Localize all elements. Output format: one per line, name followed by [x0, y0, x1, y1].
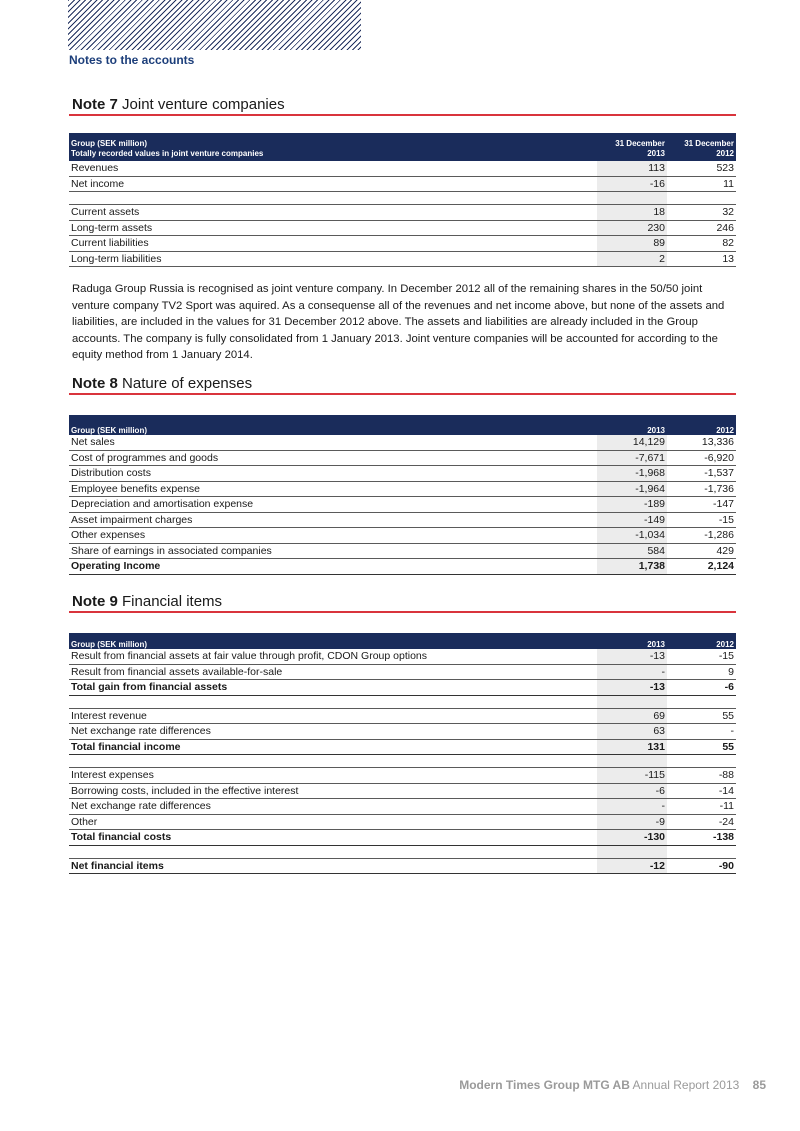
row-value-2013: -13 — [597, 649, 667, 664]
row-value-2012: 32 — [667, 205, 736, 221]
note-8 — [69, 373, 736, 575]
row-value-2012: -6,920 — [667, 450, 736, 466]
row-value-2013: 2 — [597, 251, 667, 267]
row-label: Asset impairment charges — [69, 512, 597, 528]
row-label: Interest expenses — [69, 768, 597, 784]
row-label: Borrowing costs, included in the effective interest — [69, 783, 597, 799]
row-value-2012: 9 — [667, 664, 736, 680]
row-value-2013: 18 — [597, 205, 667, 221]
row-label: Current liabilities — [69, 236, 597, 252]
total-value-2012: -6 — [667, 680, 736, 696]
row-label: Long-term assets — [69, 220, 597, 236]
row-value-2013: -9 — [597, 814, 667, 830]
page-number: 85 — [752, 1078, 766, 1092]
row-value-2012: -15 — [667, 512, 736, 528]
table-row — [69, 768, 736, 784]
table-row — [69, 649, 736, 664]
total-row — [69, 830, 736, 846]
total-value-2013: 131 — [597, 739, 667, 755]
row-value-2012: -15 — [667, 649, 736, 664]
total-row — [69, 559, 736, 575]
header-col-2012: 2012 — [716, 640, 734, 649]
total-row — [69, 680, 736, 696]
section-label: Notes to the accounts — [69, 53, 195, 67]
row-value-2012: 246 — [667, 220, 736, 236]
row-label: Net exchange rate differences — [69, 799, 597, 815]
header-col-2013: 31 December 2013 — [615, 139, 665, 158]
row-value-2013: -7,671 — [597, 450, 667, 466]
row-value-2013: 584 — [597, 543, 667, 559]
header-col-2013: 2013 — [647, 640, 665, 649]
row-value-2012: 429 — [667, 543, 736, 559]
row-value-2012: 11 — [667, 176, 736, 192]
table-row — [69, 814, 736, 830]
table-row — [69, 466, 736, 482]
table-row — [69, 497, 736, 513]
row-label: Share of earnings in associated companies — [69, 543, 597, 559]
row-value-2013: -189 — [597, 497, 667, 513]
table-row — [69, 251, 736, 267]
row-value-2012: -1,537 — [667, 466, 736, 482]
row-label: Net income — [69, 176, 597, 192]
page-footer — [459, 1078, 766, 1092]
total-row — [69, 858, 736, 874]
table-row — [69, 435, 736, 450]
note-7-title — [69, 94, 736, 116]
row-value-2013: 69 — [597, 708, 667, 724]
total-value-2012: 55 — [667, 739, 736, 755]
total-value-2013: -13 — [597, 680, 667, 696]
row-label: Result from financial assets at fair value through profit, CDON Group options — [69, 649, 597, 664]
row-label: Employee benefits expense — [69, 481, 597, 497]
header-label: Group (SEK million) Totally recorded values in joint venture companies — [71, 139, 264, 158]
table-row — [69, 236, 736, 252]
row-label: Net sales — [69, 435, 597, 450]
row-value-2013: -149 — [597, 512, 667, 528]
row-value-2012: -1,286 — [667, 528, 736, 544]
header-col-2012: 31 December 2012 — [684, 139, 734, 158]
total-label: Total financial income — [69, 739, 597, 755]
row-value-2013: 113 — [597, 161, 667, 176]
row-value-2012: -11 — [667, 799, 736, 815]
row-label: Cost of programmes and goods — [69, 450, 597, 466]
note-9-heading: Financial items — [122, 593, 223, 610]
row-value-2012: 55 — [667, 708, 736, 724]
row-value-2013: 230 — [597, 220, 667, 236]
row-value-2012: -24 — [667, 814, 736, 830]
total-label: Total financial costs — [69, 830, 597, 846]
spacer-row — [69, 695, 736, 708]
table-row — [69, 528, 736, 544]
table-header — [69, 133, 736, 161]
row-value-2013: 89 — [597, 236, 667, 252]
note-7-heading: Joint venture companies — [122, 96, 285, 113]
spacer-row — [69, 845, 736, 858]
row-value-2012: 523 — [667, 161, 736, 176]
table-row — [69, 161, 736, 176]
row-value-2013: 14,129 — [597, 435, 667, 450]
footer-report: Annual Report 2013 — [632, 1078, 740, 1092]
table-row — [69, 783, 736, 799]
note-8-title — [69, 373, 736, 395]
row-value-2013: - — [597, 664, 667, 680]
row-value-2013: -16 — [597, 176, 667, 192]
table-row — [69, 450, 736, 466]
total-value-2013: -12 — [597, 858, 667, 874]
header-label: Group (SEK million) — [71, 640, 147, 649]
table-row — [69, 512, 736, 528]
row-label: Distribution costs — [69, 466, 597, 482]
row-label: Depreciation and amortisation expense — [69, 497, 597, 513]
row-label: Long-term liabilities — [69, 251, 597, 267]
row-value-2013: -6 — [597, 783, 667, 799]
table-row — [69, 543, 736, 559]
table-row — [69, 481, 736, 497]
row-value-2012: -147 — [667, 497, 736, 513]
row-label: Other expenses — [69, 528, 597, 544]
table-row — [69, 664, 736, 680]
note-8-number: Note 8 — [72, 375, 118, 392]
total-value-2013: -130 — [597, 830, 667, 846]
note-7-table — [69, 133, 736, 267]
row-value-2012: 13,336 — [667, 435, 736, 450]
row-value-2013: -1,968 — [597, 466, 667, 482]
row-label: Revenues — [69, 161, 597, 176]
total-row — [69, 739, 736, 755]
row-value-2012: -14 — [667, 783, 736, 799]
row-value-2012: -88 — [667, 768, 736, 784]
table-row — [69, 205, 736, 221]
table-header — [69, 415, 736, 435]
row-label: Net exchange rate differences — [69, 724, 597, 740]
row-value-2013: -1,034 — [597, 528, 667, 544]
note-7-number: Note 7 — [72, 96, 118, 113]
row-value-2013: -115 — [597, 768, 667, 784]
total-label: Total gain from financial assets — [69, 680, 597, 696]
row-value-2012: -1,736 — [667, 481, 736, 497]
header-hatch-pattern — [68, 0, 361, 50]
note-9-number: Note 9 — [72, 593, 118, 610]
row-value-2013: - — [597, 799, 667, 815]
row-label: Result from financial assets available-for-sale — [69, 664, 597, 680]
header-col-2012: 2012 — [716, 426, 734, 435]
spacer-row — [69, 755, 736, 768]
total-label: Operating Income — [69, 559, 597, 575]
note-9 — [69, 591, 736, 874]
table-row — [69, 724, 736, 740]
note-7 — [69, 94, 736, 267]
row-value-2012: 82 — [667, 236, 736, 252]
table-header — [69, 633, 736, 649]
note-7-paragraph: Raduga Group Russia is recognised as joint venture company. In December 2012 all of the remaining shares in the 50/50 joint venture company TV2 Sport was aquired. As a consequense all of the revenues and net income above, but none of the assets and liabilities, are included in the values for 31 December 2012 above. The assets and liabilities are already included in the Group accounts. The company is fully consolidated from 1 January 2013. Joint venture companies will be accounted for according to the equity method from 1 January 2014. — [72, 283, 725, 361]
row-label: Current assets — [69, 205, 597, 221]
row-label: Other — [69, 814, 597, 830]
header-col-2013: 2013 — [647, 426, 665, 435]
spacer-row — [69, 192, 736, 205]
row-value-2013: -1,964 — [597, 481, 667, 497]
header-label: Group (SEK million) — [71, 426, 147, 435]
table-row — [69, 799, 736, 815]
table-row — [69, 708, 736, 724]
total-value-2013: 1,738 — [597, 559, 667, 575]
total-label: Net financial items — [69, 858, 597, 874]
footer-company: Modern Times Group MTG AB — [459, 1078, 630, 1092]
note-9-table — [69, 633, 736, 874]
total-value-2012: -90 — [667, 858, 736, 874]
row-value-2012: 13 — [667, 251, 736, 267]
total-value-2012: 2,124 — [667, 559, 736, 575]
row-value-2013: 63 — [597, 724, 667, 740]
total-value-2012: -138 — [667, 830, 736, 846]
note-9-title — [69, 591, 736, 613]
table-row — [69, 220, 736, 236]
row-label: Interest revenue — [69, 708, 597, 724]
note-8-heading: Nature of expenses — [122, 375, 253, 392]
note-8-table — [69, 415, 736, 575]
table-row — [69, 176, 736, 192]
row-value-2012: - — [667, 724, 736, 740]
